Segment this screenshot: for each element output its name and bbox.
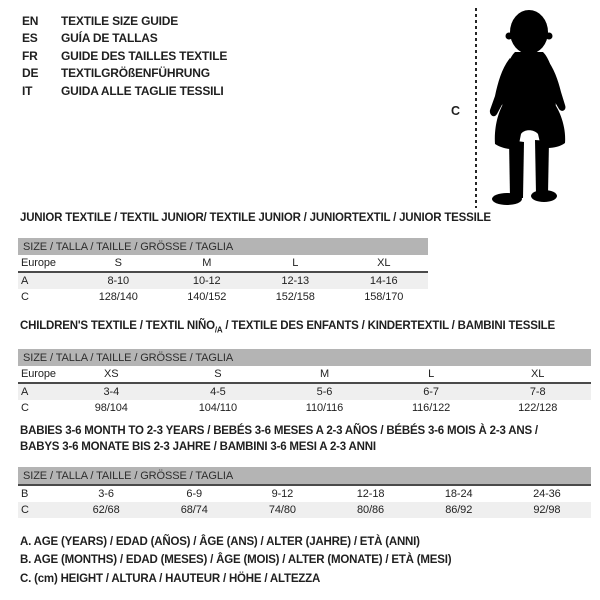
junior-size-table [18, 238, 428, 305]
column-header: S [74, 255, 163, 272]
table-row [18, 485, 591, 502]
language-title: TEXTILGRÖßENFÜHRUNG [61, 66, 210, 81]
table-cell: 24-36 [533, 488, 561, 500]
language-code: DE [22, 66, 39, 81]
size-header-row [18, 349, 591, 366]
table-row [18, 272, 428, 289]
language-row [22, 65, 227, 82]
language-row [22, 13, 227, 30]
table-cell: 18-24 [444, 488, 473, 500]
size-header-row [18, 467, 591, 485]
column-header: XS [58, 366, 165, 383]
language-title-list [22, 13, 227, 100]
table-row [18, 400, 591, 416]
babies-section-title [20, 424, 538, 455]
table-cell: 86/92 [415, 502, 503, 518]
language-row [22, 48, 227, 65]
babies-title-line2: BABYS 3-6 MONATE BIS 2-3 JAHRE / BAMBINI 3-6 MESI A 2-3 ANNI [20, 440, 376, 453]
table-cell: 6-9 [186, 488, 203, 500]
table-cell: 110/116 [305, 402, 344, 414]
column-header: L [251, 255, 340, 272]
height-measure-label: C [451, 104, 461, 118]
children-title-subscript: /A [214, 325, 223, 335]
row-label: C [18, 502, 62, 518]
children-title-post: / TEXTILE DES ENFANTS / KINDERTEXTIL / BAMBINI TESSILE [222, 320, 555, 332]
language-code: ES [22, 31, 38, 46]
size-header-row [18, 238, 428, 255]
table-cell: 5-6 [271, 383, 378, 400]
table-cell: 80/86 [326, 502, 414, 518]
region-label: Europe [18, 255, 74, 272]
table-cell: 68/74 [150, 502, 238, 518]
size-header-label: SIZE / TALLA / TAILLE / GRÖSSE / TAGLIA [18, 467, 591, 485]
table-row [18, 289, 428, 305]
language-row [22, 30, 227, 47]
footnote-b: B. AGE (MONTHS) / EDAD (MESES) / ÂGE (MOIS) / ALTER (MONATE) / ETÀ (MESI) [20, 554, 452, 567]
language-code: IT [22, 83, 33, 98]
row-label: A [18, 272, 74, 289]
size-header-label: SIZE / TALLA / TAILLE / GRÖSSE / TAGLIA [18, 238, 428, 255]
children-title-pre: CHILDREN'S TEXTILE / TEXTIL NIÑO [20, 320, 215, 332]
table-cell: 7-8 [484, 383, 591, 400]
table-cell: 74/80 [238, 502, 326, 518]
table-row [18, 502, 591, 518]
babies-title-line1: BABIES 3-6 MONTH TO 2-3 YEARS / BEBÉS 3-6 MESES A 2-3 AÑOS / BÉBÉS 3-6 MOIS À 2-3 ANS / [20, 425, 538, 437]
table-cell: 140/152 [187, 291, 227, 303]
region-label: Europe [18, 366, 58, 383]
column-header: XL [340, 255, 429, 272]
children-section-title [20, 319, 555, 338]
height-measure-dashed-line [475, 8, 477, 208]
language-title: GUIDA ALLE TAGLIE TESSILI [61, 83, 224, 98]
table-cell: 4-5 [165, 383, 272, 400]
table-cell: 12-18 [356, 488, 385, 500]
size-header-label: SIZE / TALLA / TAILLE / GRÖSSE / TAGLIA [18, 349, 591, 366]
language-title: TEXTILE SIZE GUIDE [61, 14, 179, 28]
table-cell: 128/140 [98, 291, 138, 303]
table-cell: 98/104 [94, 402, 128, 414]
table-cell: 92/98 [503, 502, 591, 518]
table-cell: 9-12 [271, 488, 294, 500]
column-header: M [271, 366, 378, 383]
table-cell: 104/110 [198, 402, 238, 414]
table-cell: 152/158 [275, 291, 315, 303]
language-row [22, 83, 227, 100]
table-row [18, 383, 591, 400]
column-header-row [18, 366, 591, 383]
table-cell: 122/128 [518, 402, 558, 414]
column-header: S [165, 366, 272, 383]
row-label: C [21, 402, 29, 414]
row-label: C [21, 291, 29, 303]
column-header: L [378, 366, 485, 383]
footnotes [20, 533, 451, 588]
row-label: A [18, 383, 58, 400]
table-cell: 62/68 [62, 502, 150, 518]
footnote-c: C. (cm) HEIGHT / ALTURA / HAUTEUR / HÖHE / ALTEZZA [20, 572, 321, 585]
table-cell: 3-6 [98, 488, 114, 500]
table-cell: 8-10 [74, 272, 163, 289]
table-cell: 116/122 [411, 402, 451, 414]
table-cell: 6-7 [378, 383, 485, 400]
language-code: EN [22, 14, 39, 28]
column-header-row [18, 255, 428, 272]
baby-silhouette-icon [482, 8, 574, 210]
table-cell: 14-16 [340, 272, 429, 289]
column-header: XL [484, 366, 591, 383]
column-header: M [163, 255, 252, 272]
table-cell: 12-13 [251, 272, 340, 289]
table-cell: 3-4 [58, 383, 165, 400]
babies-size-table [18, 467, 591, 518]
footnote-a: A. AGE (YEARS) / EDAD (AÑOS) / ÂGE (ANS) / ALTER (JAHRE) / ETÀ (ANNI) [20, 536, 420, 548]
children-size-table [18, 349, 591, 416]
language-title: GUIDE DES TAILLES TEXTILE [61, 48, 228, 63]
junior-section-title: JUNIOR TEXTILE / TEXTIL JUNIOR/ TEXTILE JUNIOR / JUNIORTEXTIL / JUNIOR TESSILE [20, 212, 491, 224]
language-code: FR [22, 48, 38, 63]
row-label: B [21, 488, 29, 500]
language-title: GUÍA DE TALLAS [61, 31, 158, 46]
table-cell: 10-12 [163, 272, 252, 289]
table-cell: 158/170 [364, 291, 404, 303]
